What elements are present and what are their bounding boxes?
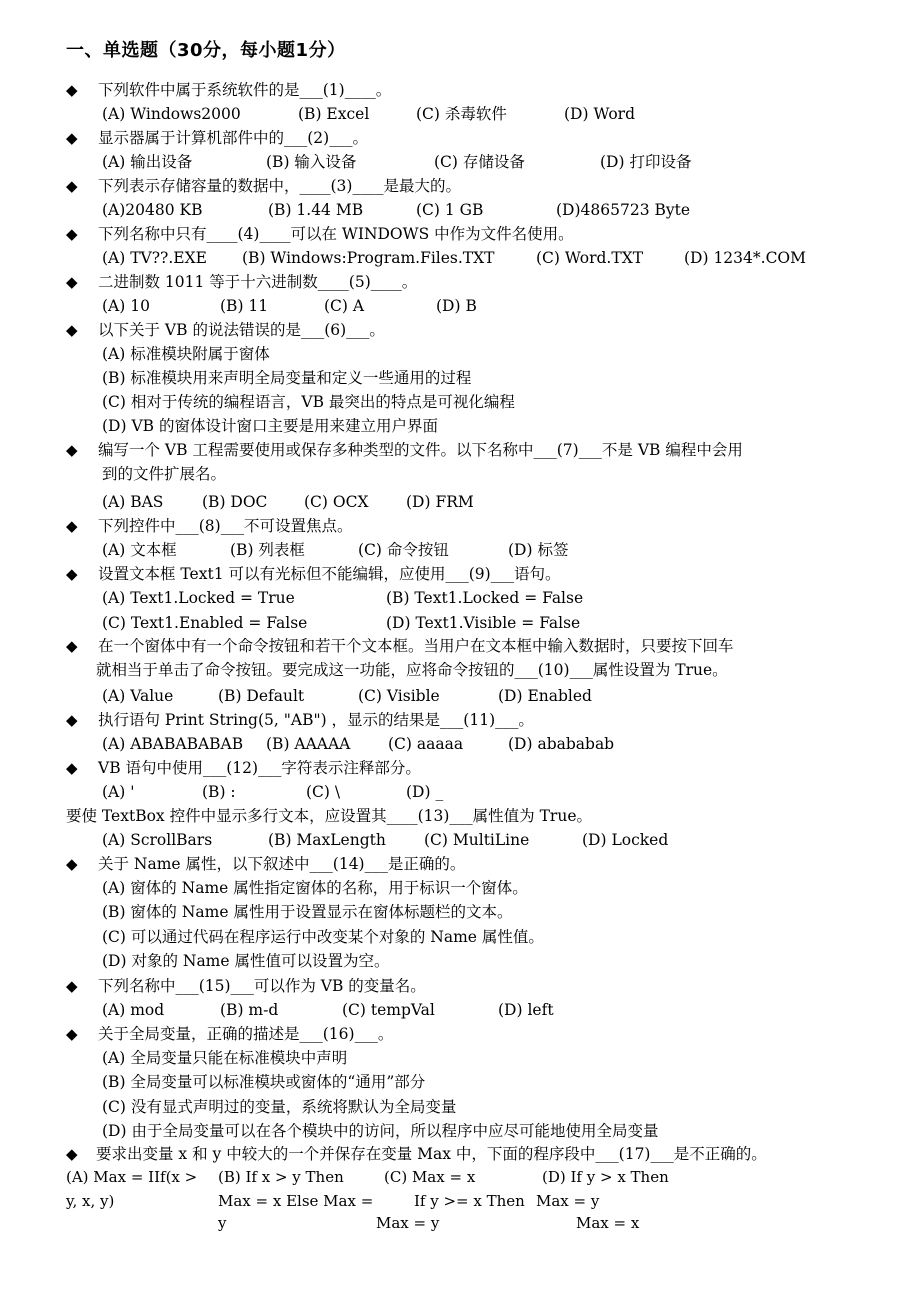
question-stem: 二进制数 1011 等于十六进制数____(5)____。	[98, 273, 418, 291]
diamond-bullet-icon: ◆	[66, 81, 78, 99]
question-stem: 以下关于 VB 的说法错误的是___(6)___。	[98, 321, 385, 339]
option-c: (C) tempVal	[342, 1001, 435, 1019]
diamond-bullet-icon: ◆	[66, 711, 78, 729]
question-stem: 要求出变量 x 和 y 中较大的一个并保存在变量 Max 中，下面的程序段中___(17)___是不正确的。	[96, 1145, 767, 1163]
option-b: (B) AAAAA	[266, 735, 351, 753]
option-c: (C) 命令按钮	[358, 541, 449, 559]
option-c: (C) 存储设备	[434, 153, 525, 171]
option-d: (D) 打印设备	[600, 153, 692, 171]
option-b: (B) :	[202, 783, 236, 801]
option-b-line3: y	[218, 1214, 227, 1232]
option-a: (A) 窗体的 Name 属性指定窗体的名称，用于标识一个窗体。	[102, 879, 528, 897]
diamond-bullet-icon: ◆	[66, 1025, 78, 1043]
option-b: (B) DOC	[202, 493, 268, 511]
diamond-bullet-icon: ◆	[66, 759, 78, 777]
question-stem: 显示器属于计算机部件中的___(2)___。	[98, 129, 368, 147]
diamond-bullet-icon: ◆	[66, 517, 78, 535]
option-c-line3: Max = y	[376, 1214, 440, 1232]
option-d: (D) Enabled	[498, 687, 592, 705]
option-d-line1: (D) If y > x Then	[542, 1168, 669, 1186]
option-a: (A) 标准模块附属于窗体	[102, 345, 270, 363]
option-c: (C) MultiLine	[424, 831, 530, 849]
option-c-line1: (C) Max = x	[384, 1168, 476, 1186]
option-a: (A) BAS	[102, 493, 164, 511]
option-b: (B) m-d	[220, 1001, 279, 1019]
diamond-bullet-icon: ◆	[66, 273, 78, 291]
option-a-line1: (A) Max = IIf(x >	[66, 1168, 198, 1186]
option-a: (A) 输出设备	[102, 153, 193, 171]
question-stem: 编写一个 VB 工程需要使用或保存多种类型的文件。以下名称中___(7)___不是 VB 编程中会用	[98, 441, 743, 459]
option-c: (C) OCX	[304, 493, 369, 511]
option-c: (C) aaaaa	[388, 735, 464, 753]
option-c: (C) \	[306, 783, 341, 801]
option-b: (B) 窗体的 Name 属性用于设置显示在窗体标题栏的文本。	[102, 903, 513, 921]
question-stem: 设置文本框 Text1 可以有光标但不能编辑，应使用___(9)___语句。	[98, 565, 561, 583]
diamond-bullet-icon: ◆	[66, 977, 78, 995]
diamond-bullet-icon: ◆	[66, 321, 78, 339]
option-d: (D) B	[436, 297, 477, 315]
question-stem: 下列表示存储容量的数据中，____(3)____是最大的。	[98, 177, 461, 195]
option-d: (D) Text1.Visible = False	[386, 614, 581, 632]
option-d: (D) 对象的 Name 属性值可以设置为空。	[102, 952, 390, 970]
option-d: (D) FRM	[406, 493, 474, 511]
diamond-bullet-icon: ◆	[66, 441, 78, 459]
diamond-bullet-icon: ◆	[66, 637, 78, 655]
option-b: (B) 1.44 MB	[268, 201, 364, 219]
question-stem: 关于 Name 属性，以下叙述中___(14)___是正确的。	[98, 855, 466, 873]
question-17-options	[66, 1166, 866, 1238]
question-stem-continued: 就相当于单击了命令按钮。要完成这一功能，应将命令按钮的___(10)___属性设置为 True。	[96, 661, 728, 679]
option-b-line2: Max = x Else Max =	[218, 1192, 374, 1210]
option-d: (D) abababab	[508, 735, 615, 753]
diamond-bullet-icon: ◆	[66, 225, 78, 243]
option-a: (A) ABABABABAB	[102, 735, 244, 753]
question-stem: 关于全局变量，正确的描述是___(16)___。	[98, 1025, 394, 1043]
option-c: (C) Word.TXT	[536, 249, 644, 267]
option-d: (D) Locked	[582, 831, 669, 849]
option-a: (A) Value	[102, 687, 174, 705]
option-c: (C) A	[324, 297, 365, 315]
option-d-line3: Max = x	[576, 1214, 640, 1232]
option-c: (C) Visible	[358, 687, 440, 705]
section-title: 一、单选题（30分，每小题1分）	[66, 40, 346, 61]
question-stem-continued: 到的文件扩展名。	[102, 465, 227, 483]
diamond-bullet-icon: ◆	[66, 129, 78, 147]
option-b: (B) Default	[218, 687, 305, 705]
option-b-line1: (B) If x > y Then	[218, 1168, 344, 1186]
question-stem: 下列控件中___(8)___不可设置焦点。	[98, 517, 353, 535]
option-a: (A) TV??.EXE	[102, 249, 207, 267]
question-stem: 下列名称中___(15)___可以作为 VB 的变量名。	[98, 977, 426, 995]
option-b: (B) MaxLength	[268, 831, 386, 849]
option-b: (B) 输入设备	[266, 153, 357, 171]
diamond-bullet-icon: ◆	[66, 855, 78, 873]
option-d: (D) Word	[564, 105, 635, 123]
option-c: (C) 相对于传统的编程语言，VB 最突出的特点是可视化编程	[102, 393, 515, 411]
option-b: (B) Text1.Locked = False	[386, 589, 584, 607]
option-b: (B) 标准模块用来声明全局变量和定义一些通用的过程	[102, 369, 472, 387]
question-stem: 在一个窗体中有一个命令按钮和若干个文本框。当用户在文本框中输入数据时，只要按下回车	[98, 637, 734, 655]
option-b: (B) 11	[220, 297, 269, 315]
option-b: (B) 全局变量可以标准模块或窗体的“通用”部分	[102, 1073, 426, 1091]
question-stem: 要使 TextBox 控件中显示多行文本，应设置其____(13)___属性值为 True。	[66, 807, 592, 825]
option-c: (C) 可以通过代码在程序运行中改变某个对象的 Name 属性值。	[102, 928, 544, 946]
option-a: (A) 文本框	[102, 541, 177, 559]
diamond-bullet-icon: ◆	[66, 177, 78, 195]
option-a: (A)20480 KB	[102, 201, 203, 219]
option-a: (A) Windows2000	[102, 105, 241, 123]
option-d: (D) VB 的窗体设计窗口主要是用来建立用户界面	[102, 417, 438, 435]
option-a-line2: y, x, y)	[66, 1192, 115, 1210]
question-stem: 下列软件中属于系统软件的是___(1)____。	[98, 81, 392, 99]
option-d: (D) 1234*.COM	[684, 249, 807, 267]
option-c: (C) 没有显式声明过的变量，系统将默认为全局变量	[102, 1098, 457, 1116]
option-d: (D) left	[498, 1001, 554, 1019]
option-a: (A) 10	[102, 297, 150, 315]
option-b: (B) Windows:Program.Files.TXT	[242, 249, 495, 267]
option-a: (A) '	[102, 783, 135, 801]
option-a: (A) 全局变量只能在标准模块中声明	[102, 1049, 348, 1067]
option-d: (D) 标签	[508, 541, 569, 559]
option-a: (A) mod	[102, 1001, 165, 1019]
option-c: (C) Text1.Enabled = False	[102, 614, 308, 632]
diamond-bullet-icon: ◆	[66, 565, 78, 583]
diamond-bullet-icon: ◆	[66, 1145, 78, 1163]
question-stem: 执行语句 Print String(5, "AB") ，显示的结果是___(11)___。	[98, 711, 534, 729]
option-d: (D)4865723 Byte	[556, 201, 691, 219]
option-a: (A) Text1.Locked = True	[102, 589, 295, 607]
option-d: (D) 由于全局变量可以在各个模块中的访问，所以程序中应尽可能地使用全局变量	[102, 1122, 659, 1140]
option-d: (D) _	[406, 783, 444, 801]
option-c-line2: If y >= x Then	[414, 1192, 525, 1210]
option-c: (C) 1 GB	[416, 201, 484, 219]
option-c: (C) 杀毒软件	[416, 105, 507, 123]
option-b: (B) Excel	[298, 105, 370, 123]
question-stem: VB 语句中使用___(12)___字符表示注释部分。	[98, 759, 421, 777]
question-stem: 下列名称中只有____(4)____可以在 WINDOWS 中作为文件名使用。	[98, 225, 574, 243]
option-b: (B) 列表框	[230, 541, 305, 559]
option-d-line2: Max = y	[536, 1192, 600, 1210]
option-a: (A) ScrollBars	[102, 831, 213, 849]
